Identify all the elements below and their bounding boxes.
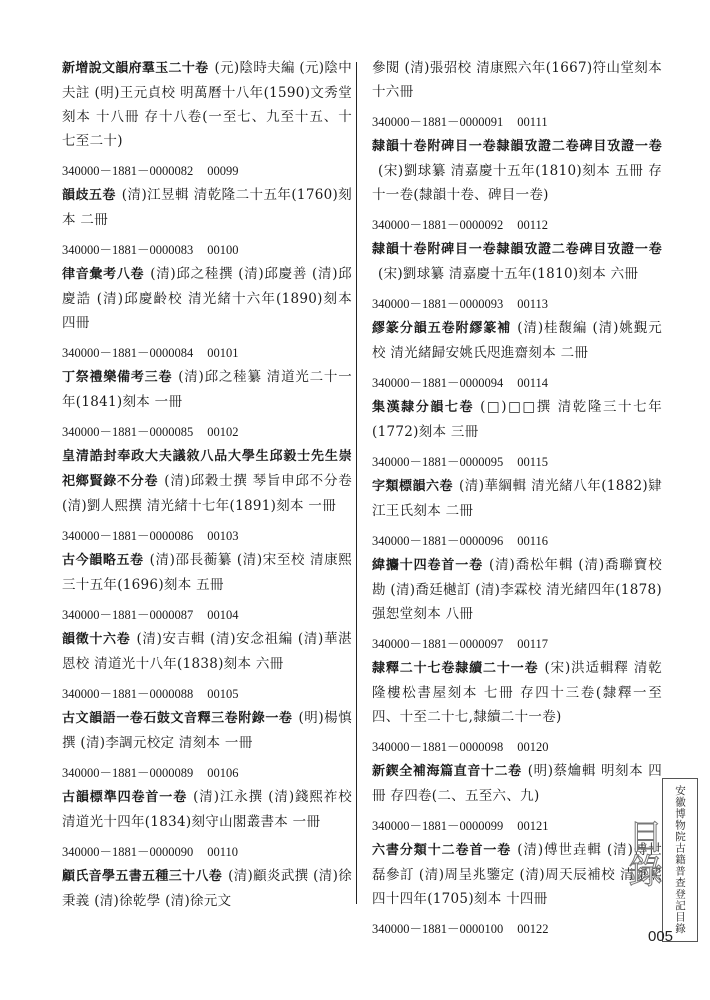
entry-body bbox=[62, 444, 352, 518]
entry-body bbox=[62, 706, 352, 755]
record-code: 00114 bbox=[517, 376, 549, 390]
entry-description: (宋)劉球纂 清嘉慶十五年(1810)刻本 六冊 bbox=[378, 266, 639, 282]
catalog-entry bbox=[62, 686, 352, 755]
entry-body bbox=[62, 183, 352, 232]
entry-description: (清)華綱輯 清光緒八年(1882)肄江王氏刻本 二冊 bbox=[372, 478, 662, 519]
catalog-entry bbox=[372, 56, 662, 104]
catalog-entry bbox=[62, 345, 352, 414]
record-code: 00104 bbox=[207, 608, 239, 622]
entry-title: 律音彙考八卷 bbox=[62, 267, 145, 282]
catalog-entry bbox=[372, 921, 662, 937]
left-column bbox=[62, 56, 352, 923]
catalog-entry bbox=[62, 765, 352, 834]
catalog-entry bbox=[62, 607, 352, 676]
entry-title: 顧氏音學五書五種三十八卷 bbox=[62, 869, 223, 884]
entry-description: (□)□□撰 清乾隆三十七年(1772)刻本 三冊 bbox=[372, 399, 662, 440]
column-divider bbox=[356, 62, 357, 904]
catalog-entry bbox=[62, 163, 352, 232]
entry-description: (清)桂馥編 (清)姚覲元校 清光緒歸安姚氏咫進齋刻本 二冊 bbox=[372, 320, 662, 361]
entry-body bbox=[62, 262, 352, 335]
entry-description: (明)蔡爚輯 明刻本 四冊 存四卷(二、五至六、九) bbox=[372, 763, 662, 804]
record-code: 00113 bbox=[517, 297, 549, 311]
record-id: 340000－1881－0000084 bbox=[62, 346, 194, 360]
entry-title: 古韻標準四卷首一卷 bbox=[62, 790, 188, 805]
entry-title: 隸韻十卷附碑目一卷隸韻攷證二卷碑目攷證一卷 bbox=[372, 139, 662, 154]
entry-description: (清)江昱輯 清乾隆二十五年(1760)刻本 二冊 bbox=[62, 187, 353, 228]
entry-description: (元)陰時夫編 (元)陰中夫註 (明)王元貞校 明萬曆十八年(1590)文秀堂刻本 十八冊 存十八卷(一至七、九至十五、十七至二十) bbox=[62, 60, 352, 149]
record-id: 340000－1881－0000087 bbox=[62, 608, 194, 622]
entry-title: 新鍥全補海篇直音十二卷 bbox=[372, 764, 522, 779]
right-column bbox=[372, 56, 662, 947]
entry-description: 參閱 (清)張弨校 清康熙六年(1667)符山堂刻本 十六冊 bbox=[372, 60, 662, 100]
record-number bbox=[62, 163, 352, 179]
entry-body bbox=[372, 134, 662, 207]
record-id: 340000－1881－0000085 bbox=[62, 425, 194, 439]
record-id: 340000－1881－0000095 bbox=[372, 455, 504, 469]
record-number bbox=[62, 844, 352, 860]
entry-body bbox=[372, 474, 662, 523]
entry-body bbox=[372, 395, 662, 444]
entry-description: (清)邱之稑纂 清道光二十一年(1841)刻本 一冊 bbox=[62, 369, 352, 410]
entry-body bbox=[372, 838, 662, 911]
record-id: 340000－1881－0000092 bbox=[372, 218, 504, 232]
record-number bbox=[372, 217, 662, 233]
record-number bbox=[372, 375, 662, 391]
catalog-entry bbox=[372, 217, 662, 286]
record-number bbox=[62, 686, 352, 702]
catalog-entry bbox=[62, 844, 352, 913]
record-code: 00120 bbox=[517, 740, 549, 754]
entry-body bbox=[62, 627, 352, 676]
record-id: 340000－1881－0000093 bbox=[372, 297, 504, 311]
record-code: 00102 bbox=[207, 425, 239, 439]
entry-title: 隸韻十卷附碑目一卷隸韻攷證二卷碑目攷證一卷 bbox=[372, 242, 662, 257]
entry-title: 皇清誥封奉政大夫議敘八品大學生邱毅士先生崇祀鄉賢錄不分卷 bbox=[62, 449, 352, 489]
record-number bbox=[372, 818, 662, 834]
entry-body bbox=[62, 56, 352, 153]
catalog-entry bbox=[372, 636, 662, 729]
entry-description: (宋)劉球纂 清嘉慶十五年(1810)刻本 五冊 存十一卷(隸韻十卷、碑目一卷) bbox=[372, 163, 662, 203]
catalog-entry bbox=[372, 114, 662, 207]
entry-body bbox=[372, 316, 662, 365]
record-number bbox=[62, 345, 352, 361]
entry-title: 丁祭禮樂備考三卷 bbox=[62, 370, 173, 385]
catalog-entry bbox=[372, 818, 662, 911]
entry-description: (清)安吉輯 (清)安念祖編 (清)華湛恩校 清道光十八年(1838)刻本 六冊 bbox=[62, 631, 352, 672]
entry-description: (清)喬松年輯 (清)喬聯寶校勘 (清)喬廷樾訂 (清)李霖校 清光緒四年(1878)强恕堂刻本 八冊 bbox=[372, 557, 662, 622]
record-code: 00116 bbox=[517, 534, 549, 548]
record-number bbox=[372, 739, 662, 755]
entry-title: 韻歧五卷 bbox=[62, 188, 116, 203]
record-number bbox=[372, 296, 662, 312]
entry-title: 繆篆分韻五卷附繆篆補 bbox=[372, 321, 512, 336]
entry-description: (清)邱穀士撰 琴旨申邱不分卷 (清)劉人熙撰 清光緒十七年(1891)刻本 一冊 bbox=[62, 473, 352, 514]
catalog-entry bbox=[372, 375, 662, 444]
entry-title: 緯攟十四卷首一卷 bbox=[372, 558, 484, 573]
entry-body bbox=[372, 553, 662, 626]
section-watermark: 目錄 bbox=[622, 819, 662, 887]
entry-title: 新增說文韻府羣玉二十卷 bbox=[62, 61, 209, 76]
record-id: 340000－1881－0000082 bbox=[62, 164, 194, 178]
record-id: 340000－1881－0000089 bbox=[62, 766, 194, 780]
record-number bbox=[372, 114, 662, 130]
record-id: 340000－1881－0000094 bbox=[372, 376, 504, 390]
record-code: 00122 bbox=[517, 922, 549, 936]
record-code: 00117 bbox=[517, 637, 549, 651]
entry-title: 集漢隸分韻七卷 bbox=[372, 400, 475, 415]
entry-body bbox=[372, 56, 662, 104]
record-number bbox=[62, 765, 352, 781]
page-number: 005 bbox=[648, 928, 674, 945]
record-code: 00103 bbox=[207, 529, 239, 543]
catalog-entry bbox=[372, 454, 662, 523]
entry-body bbox=[62, 365, 352, 414]
record-number bbox=[62, 607, 352, 623]
record-id: 340000－1881－0000100 bbox=[372, 922, 504, 936]
record-code: 00101 bbox=[207, 346, 239, 360]
record-code: 00121 bbox=[517, 819, 549, 833]
record-id: 340000－1881－0000096 bbox=[372, 534, 504, 548]
entry-body bbox=[62, 864, 352, 913]
record-code: 00099 bbox=[207, 164, 239, 178]
record-id: 340000－1881－0000097 bbox=[372, 637, 504, 651]
catalog-entry bbox=[62, 528, 352, 597]
record-id: 340000－1881－0000098 bbox=[372, 740, 504, 754]
entry-title: 古文韻語一卷石鼓文音釋三卷附錄一卷 bbox=[62, 711, 293, 726]
entry-description: (清)傅世垚輯 (清)傅世磊參訂 (清)周呈兆鑒定 (清)周天辰補校 清康熙四十四年(1705)刻本 十四冊 bbox=[372, 842, 662, 907]
record-code: 00105 bbox=[207, 687, 239, 701]
record-number bbox=[372, 636, 662, 652]
entry-title: 古今韻略五卷 bbox=[62, 553, 144, 568]
entry-title: 韻徵十六卷 bbox=[62, 632, 131, 647]
record-number bbox=[62, 424, 352, 440]
entry-title: 字類標韻六卷 bbox=[372, 479, 453, 494]
entry-description: (明)楊慎撰 (清)李調元校定 清刻本 一冊 bbox=[62, 710, 352, 751]
entry-title: 六書分類十二卷首一卷 bbox=[372, 843, 512, 858]
entry-description: (清)顧炎武撰 (清)徐秉義 (清)徐乾學 (清)徐元文 bbox=[62, 868, 352, 909]
catalog-title-label: 安徽博物院古籍普查登記目錄 bbox=[662, 778, 698, 942]
record-id: 340000－1881－0000083 bbox=[62, 243, 194, 257]
record-code: 00100 bbox=[207, 243, 239, 257]
record-code: 00111 bbox=[517, 115, 548, 129]
record-number bbox=[62, 242, 352, 258]
entry-body bbox=[372, 656, 662, 729]
entry-description: (清)邵長蘅纂 (清)宋至校 清康熙三十五年(1696)刻本 五冊 bbox=[62, 552, 352, 593]
catalog-entry bbox=[62, 56, 352, 153]
record-number bbox=[372, 533, 662, 549]
record-id: 340000－1881－0000091 bbox=[372, 115, 504, 129]
catalog-entry bbox=[372, 533, 662, 626]
record-number bbox=[372, 921, 662, 937]
record-id: 340000－1881－0000086 bbox=[62, 529, 194, 543]
entry-body bbox=[62, 785, 352, 834]
record-code: 00112 bbox=[517, 218, 549, 232]
record-id: 340000－1881－0000090 bbox=[62, 845, 194, 859]
entry-description: (清)江永撰 (清)錢熙祚校 清道光十四年(1834)刻守山閣叢書本 一冊 bbox=[62, 789, 353, 830]
catalog-entry bbox=[62, 424, 352, 518]
record-id: 340000－1881－0000099 bbox=[372, 819, 504, 833]
entry-description: (宋)洪适輯釋 清乾隆樓松書屋刻本 七冊 存四十三卷(隸釋一至四、十至二十七,隸續二十一卷) bbox=[372, 660, 662, 725]
record-code: 00115 bbox=[517, 455, 549, 469]
record-number bbox=[62, 528, 352, 544]
entry-description: (清)邱之稑撰 (清)邱慶善 (清)邱慶誥 (清)邱慶齡校 清光緒十六年(1890)刻本 四冊 bbox=[62, 266, 352, 331]
catalog-entry bbox=[372, 296, 662, 365]
record-code: 00106 bbox=[207, 766, 239, 780]
record-code: 00110 bbox=[207, 845, 239, 859]
record-number bbox=[372, 454, 662, 470]
catalog-entry bbox=[62, 242, 352, 335]
entry-body bbox=[372, 759, 662, 808]
entry-title: 隸釋二十七卷隸續二十一卷 bbox=[372, 661, 539, 676]
entry-body bbox=[372, 237, 662, 286]
catalog-entry bbox=[372, 739, 662, 808]
entry-body bbox=[62, 548, 352, 597]
record-id: 340000－1881－0000088 bbox=[62, 687, 194, 701]
